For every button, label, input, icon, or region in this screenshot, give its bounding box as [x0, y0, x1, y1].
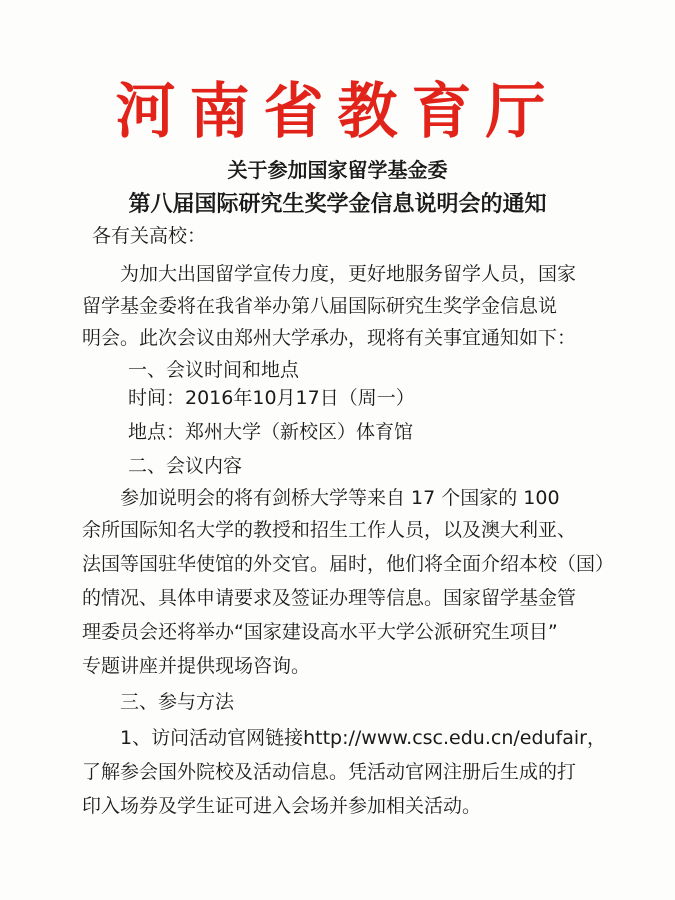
content-line-1: 参加说明会的将有剑桥大学等来自 17 个国家的 100 [120, 487, 560, 509]
section1-heading: 一、会议时间和地点 [128, 359, 300, 381]
section3-heading: 三、参与方法 [120, 691, 235, 713]
content-line-5: 理委员会还将举办“国家建设高水平大学公派研究生项目” [82, 621, 558, 643]
content-line-6: 专题讲座并提供现场咨询。 [82, 655, 311, 677]
method-line-3: 印入场券及学生证可进入会场并参加相关活动。 [82, 795, 482, 817]
content-line-4: 的情况、具体申请要求及签证办理等信息。国家留学基金管 [82, 587, 577, 609]
intro-line-2: 留学基金委将在我省举办第八届国际研究生奖学金信息说 [82, 295, 558, 317]
method-line-2: 了解参会国外院校及活动信息。凭活动官网注册后生成的打 [82, 761, 577, 783]
content-line-3: 法国等国驻华使馆的外交官。届时，他们将全面介绍本校（国） [82, 553, 615, 575]
intro-line-3: 明会。此次会议由郑州大学承办，现将有关事宜通知如下： [82, 327, 577, 349]
salutation: 各有关高校： [92, 225, 207, 247]
method-line-1: 1、访问活动官网链接http://www.csc.edu.cn/edufair， [120, 727, 606, 749]
meeting-time: 时间：2016年10月17日（周一） [128, 387, 415, 409]
letterhead-org-name: 河南省教育厅 [115, 77, 560, 147]
meeting-location: 地点：郑州大学（新校区）体育馆 [128, 421, 414, 443]
content-line-2: 余所国际知名大学的教授和招生工作人员，以及澳大利亚、 [82, 519, 577, 541]
section2-heading: 二、会议内容 [128, 455, 243, 477]
intro-line-1: 为加大出国留学宣传力度，更好地服务留学人员，国家 [120, 263, 577, 285]
notice-title-line2: 第八届国际研究生奖学金信息说明会的通知 [128, 191, 547, 217]
notice-title-line1: 关于参加国家留学基金委 [227, 158, 448, 182]
